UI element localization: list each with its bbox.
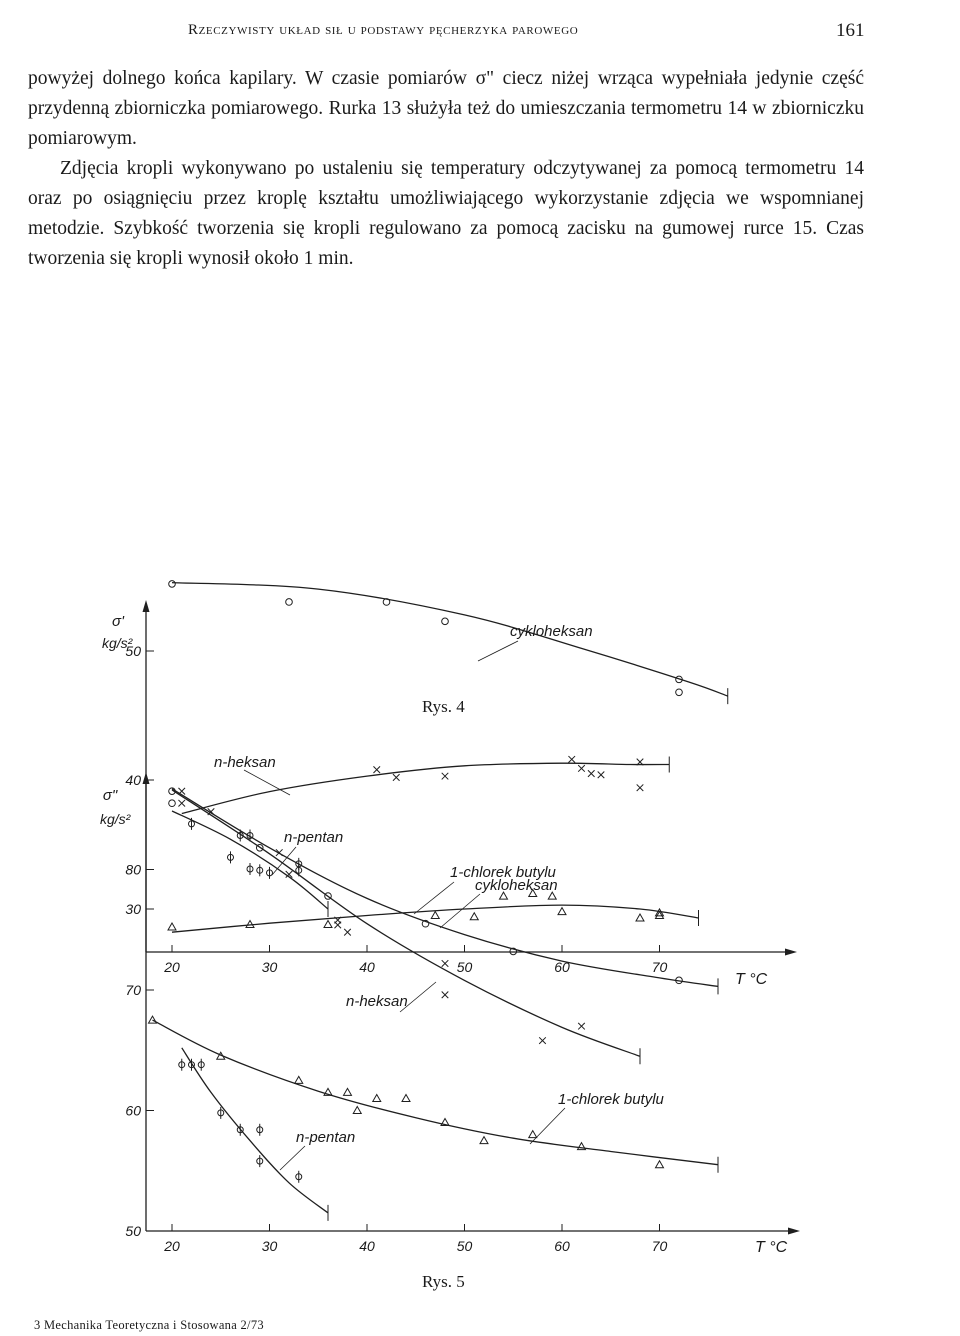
data-point-triangle	[353, 1107, 361, 1114]
data-point-circle-bar	[257, 1155, 263, 1167]
data-point-circle	[442, 618, 449, 625]
x-tick-label: 40	[359, 959, 375, 975]
x-tick-label: 20	[164, 1238, 180, 1254]
series-label: n-heksan	[346, 993, 408, 1010]
y-axis-unit: kg/s²	[102, 635, 133, 651]
data-point-circle-bar	[296, 1171, 302, 1183]
data-point-circle	[169, 800, 176, 807]
data-point-triangle	[529, 1131, 537, 1138]
page-header	[0, 20, 960, 50]
series-label: cykloheksan	[475, 877, 558, 894]
y-tick-label: 70	[125, 982, 141, 998]
x-tick-label: 70	[651, 959, 668, 975]
series-label-leader	[440, 894, 480, 928]
data-point-triangle	[373, 1094, 381, 1101]
y-tick-label: 40	[125, 772, 141, 788]
x-tick-label: 60	[554, 1238, 570, 1254]
x-axis-arrow	[788, 1228, 800, 1235]
page-footer: 3 Mechanika Teoretyczna i Stosowana 2/73	[34, 1318, 264, 1332]
paragraph-1: powyżej dolnego końca kapilary. W czasie pomiarów σ" ciecz niżej wrząca wypełniała jedynie część przydenną zbiorniczka pomiarowego. Rurka 13 służyła też do umieszczania termometru 14 w zbiorniczku pomiarowym.	[28, 68, 864, 149]
series-label-leader	[280, 1146, 305, 1170]
data-point-cross	[578, 765, 585, 772]
data-point-triangle	[656, 1161, 664, 1168]
data-point-triangle	[480, 1137, 488, 1144]
x-tick-label: 50	[456, 1238, 473, 1254]
y-axis-unit: kg/s²	[100, 811, 131, 827]
x-axis-label: T °C	[735, 971, 768, 988]
y-axis-arrow	[143, 600, 150, 612]
x-tick-label: 30	[261, 1238, 278, 1254]
x-tick-label: 50	[456, 959, 473, 975]
series-label: n-pentan	[284, 829, 344, 846]
y-tick-label: 80	[125, 861, 141, 878]
data-point-cross	[539, 1037, 546, 1044]
y-tick-label: 50	[125, 1223, 141, 1239]
series-label: n-heksan	[214, 754, 276, 771]
y-tick-label: 30	[125, 901, 141, 917]
y-axis-arrow	[143, 772, 150, 784]
data-point-cross	[344, 929, 351, 936]
series-label: n-pentan	[296, 1129, 356, 1146]
y-tick-label: 60	[125, 1102, 141, 1119]
x-tick-label: 70	[651, 1238, 668, 1254]
chart-rys-5	[0, 772, 960, 1272]
data-point-circle	[676, 689, 683, 696]
series-curve	[172, 790, 640, 1056]
running-title: Rzeczywisty układ sił u podstawy pęcherzyka parowego	[188, 22, 579, 38]
data-point-triangle	[402, 1094, 410, 1101]
page-number: 161	[836, 20, 865, 41]
y-axis-label: σ"	[102, 787, 118, 804]
data-point-cross	[442, 992, 449, 999]
x-tick-label: 30	[261, 959, 278, 975]
figure-rys-5	[0, 772, 960, 1297]
data-point-triangle	[344, 1088, 352, 1095]
data-point-cross	[286, 871, 293, 878]
data-point-cross	[568, 756, 575, 763]
series-curve	[172, 789, 718, 987]
data-point-circle-bar	[257, 1124, 263, 1136]
series-label-leader	[478, 641, 518, 661]
series-label: 1-chlorek butylu	[558, 1091, 664, 1108]
y-axis-label: σ'	[112, 613, 124, 630]
series-label: 1-chlorek butylu	[450, 864, 556, 881]
figure-caption: Rys. 4	[422, 697, 465, 716]
x-axis-label: T °C	[755, 1239, 788, 1256]
data-point-circle	[286, 599, 293, 606]
data-point-cross	[578, 1023, 585, 1030]
figure-caption: Rys. 5	[422, 1272, 465, 1291]
x-tick-label: 60	[554, 959, 570, 975]
x-tick-label: 40	[359, 1238, 375, 1254]
data-point-circle-bar	[237, 1124, 243, 1136]
y-tick-label: 50	[125, 643, 141, 659]
data-point-triangle	[295, 1076, 303, 1083]
data-point-circle	[169, 581, 176, 588]
data-point-circle-bar	[198, 1059, 204, 1071]
series-curve	[172, 583, 728, 697]
body-text	[28, 64, 864, 274]
data-point-cross	[442, 960, 449, 967]
paragraph-2: Zdjęcia kropli wykonywano po ustaleniu się temperatury odczytywanej za pomocą termometru 14 oraz po osiągnięciu przez kroplę kształtu umożliwiającego wykorzystanie zdjęcia we wspomnianej metodzie. Szybkość tworzenia się kropli regulowano za pomocą zacisku na gumowej rurce 15. Czas tworzenia się kropli wynosił około 1 min.	[28, 158, 864, 269]
x-tick-label: 20	[164, 959, 180, 975]
data-point-cross	[178, 788, 185, 795]
data-point-circle-bar	[179, 1059, 185, 1071]
series-label-leader	[530, 1108, 565, 1144]
data-point-cross	[334, 922, 341, 929]
series-label: cykloheksan	[510, 623, 593, 640]
